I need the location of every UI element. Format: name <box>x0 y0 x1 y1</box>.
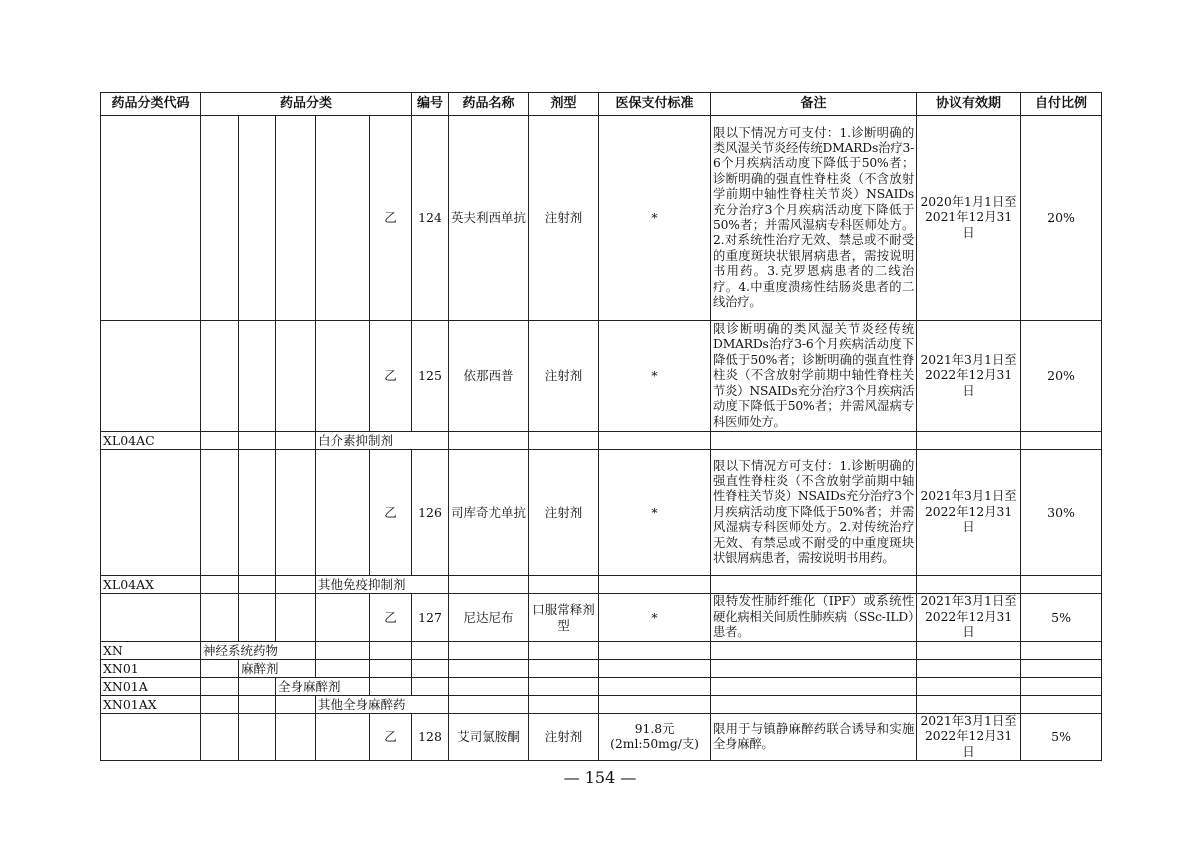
category-row <box>101 642 1102 660</box>
form-cell: 注射剂 <box>529 714 599 761</box>
category-name-cell: 其他免疫抑制剂 <box>316 576 449 594</box>
category-code-cell: XL04AC <box>101 432 201 450</box>
grade-cell: 乙 <box>370 594 412 642</box>
category-code-cell: XN01AX <box>101 696 201 714</box>
category-row <box>101 678 1102 696</box>
category-code-cell: XN <box>101 642 201 660</box>
table-row <box>101 450 1102 576</box>
table-row <box>101 321 1102 432</box>
note-cell: 限以下情况方可支付：1.诊断明确的强直性脊柱炎（不含放射学前期中轴性脊柱关节炎）NSAIDs充分治疗3个月疾病活动度下降低于50%者；并需风湿病专科医师处方。2.对传统治疗无效、有禁忌或不耐受的中重度斑块状银屑病患者，需按说明书用药。 <box>711 450 917 576</box>
ratio-cell: 5% <box>1021 714 1102 761</box>
drug-name-cell: 英夫利西单抗 <box>449 116 529 321</box>
header-category: 药品分类 <box>201 93 412 116</box>
category-name-cell: 神经系统药物 <box>201 642 316 660</box>
page-number: — 154 — <box>563 768 637 787</box>
form-cell: 注射剂 <box>529 321 599 432</box>
grade-cell: 乙 <box>370 116 412 321</box>
form-cell: 注射剂 <box>529 450 599 576</box>
drug-table <box>100 92 1102 761</box>
validity-cell: 2021年3月1日至2022年12月31日 <box>917 594 1021 642</box>
header-validity: 协议有效期 <box>917 93 1021 116</box>
category-code-cell: XL04AX <box>101 576 201 594</box>
table-row <box>101 594 1102 642</box>
number-cell: 126 <box>412 450 449 576</box>
standard-cell: 91.8元(2ml:50mg/支) <box>599 714 711 761</box>
grade-cell: 乙 <box>370 321 412 432</box>
grade-cell: 乙 <box>370 714 412 761</box>
category-name-cell: 麻醉剂 <box>239 660 316 678</box>
ratio-cell: 20% <box>1021 321 1102 432</box>
header-standard: 医保支付标准 <box>599 93 711 116</box>
category-row <box>101 432 1102 450</box>
validity-cell: 2021年3月1日至2022年12月31日 <box>917 321 1021 432</box>
note-cell: 限以下情况方可支付：1.诊断明确的类风湿关节炎经传统DMARDs治疗3-6个月疾病活动度下降低于50%者；诊断明确的强直性脊柱炎（不含放射学前期中轴性脊柱关节炎）NSAIDs充分治疗3个月疾病活动度下降低于50%者；并需风湿病专科医师处方。2.对系统性治疗无效、禁忌或不耐受的重度斑块状银屑病患者，需按说明书用药。3.克罗恩病患者的二线治疗。4.中重度溃疡性结肠炎患者的二线治疗。 <box>711 116 917 321</box>
ratio-cell: 30% <box>1021 450 1102 576</box>
standard-cell: * <box>599 450 711 576</box>
header-note: 备注 <box>711 93 917 116</box>
header-code: 药品分类代码 <box>101 93 201 116</box>
table-row <box>101 116 1102 321</box>
number-cell: 128 <box>412 714 449 761</box>
table-header-row <box>101 93 1102 116</box>
note-cell: 限诊断明确的类风湿关节炎经传统DMARDs治疗3-6个月疾病活动度下降低于50%者；诊断明确的强直性脊柱炎（不含放射学前期中轴性脊柱关节炎）NSAIDs充分治疗3个月疾病活动度下降低于50%者；并需风湿病专科医师处方。 <box>711 321 917 432</box>
standard-cell: * <box>599 321 711 432</box>
header-number: 编号 <box>412 93 449 116</box>
drug-name-cell: 依那西普 <box>449 321 529 432</box>
category-name-cell: 白介素抑制剂 <box>316 432 449 450</box>
number-cell: 125 <box>412 321 449 432</box>
grade-cell: 乙 <box>370 450 412 576</box>
number-cell: 124 <box>412 116 449 321</box>
form-cell: 注射剂 <box>529 116 599 321</box>
standard-cell: * <box>599 116 711 321</box>
note-cell: 限特发性肺纤维化（IPF）或系统性硬化病相关间质性肺疾病（SSc-ILD）患者。 <box>711 594 917 642</box>
ratio-cell: 5% <box>1021 594 1102 642</box>
table-row <box>101 714 1102 761</box>
ratio-cell: 20% <box>1021 116 1102 321</box>
drug-name-cell: 尼达尼布 <box>449 594 529 642</box>
category-code-cell: XN01 <box>101 660 201 678</box>
validity-cell: 2020年1月1日至2021年12月31日 <box>917 116 1021 321</box>
standard-cell: * <box>599 594 711 642</box>
form-cell: 口服常释剂型 <box>529 594 599 642</box>
drug-name-cell: 艾司氯胺酮 <box>449 714 529 761</box>
category-row <box>101 696 1102 714</box>
header-name: 药品名称 <box>449 93 529 116</box>
category-name-cell: 其他全身麻醉药 <box>316 696 449 714</box>
category-row <box>101 576 1102 594</box>
drug-name-cell: 司库奇尤单抗 <box>449 450 529 576</box>
header-ratio: 自付比例 <box>1021 93 1102 116</box>
category-row <box>101 660 1102 678</box>
header-form: 剂型 <box>529 93 599 116</box>
category-code-cell: XN01A <box>101 678 201 696</box>
note-cell: 限用于与镇静麻醉药联合诱导和实施全身麻醉。 <box>711 714 917 761</box>
category-name-cell: 全身麻醉剂 <box>276 678 370 696</box>
number-cell: 127 <box>412 594 449 642</box>
validity-cell: 2021年3月1日至2022年12月31日 <box>917 714 1021 761</box>
validity-cell: 2021年3月1日至2022年12月31日 <box>917 450 1021 576</box>
